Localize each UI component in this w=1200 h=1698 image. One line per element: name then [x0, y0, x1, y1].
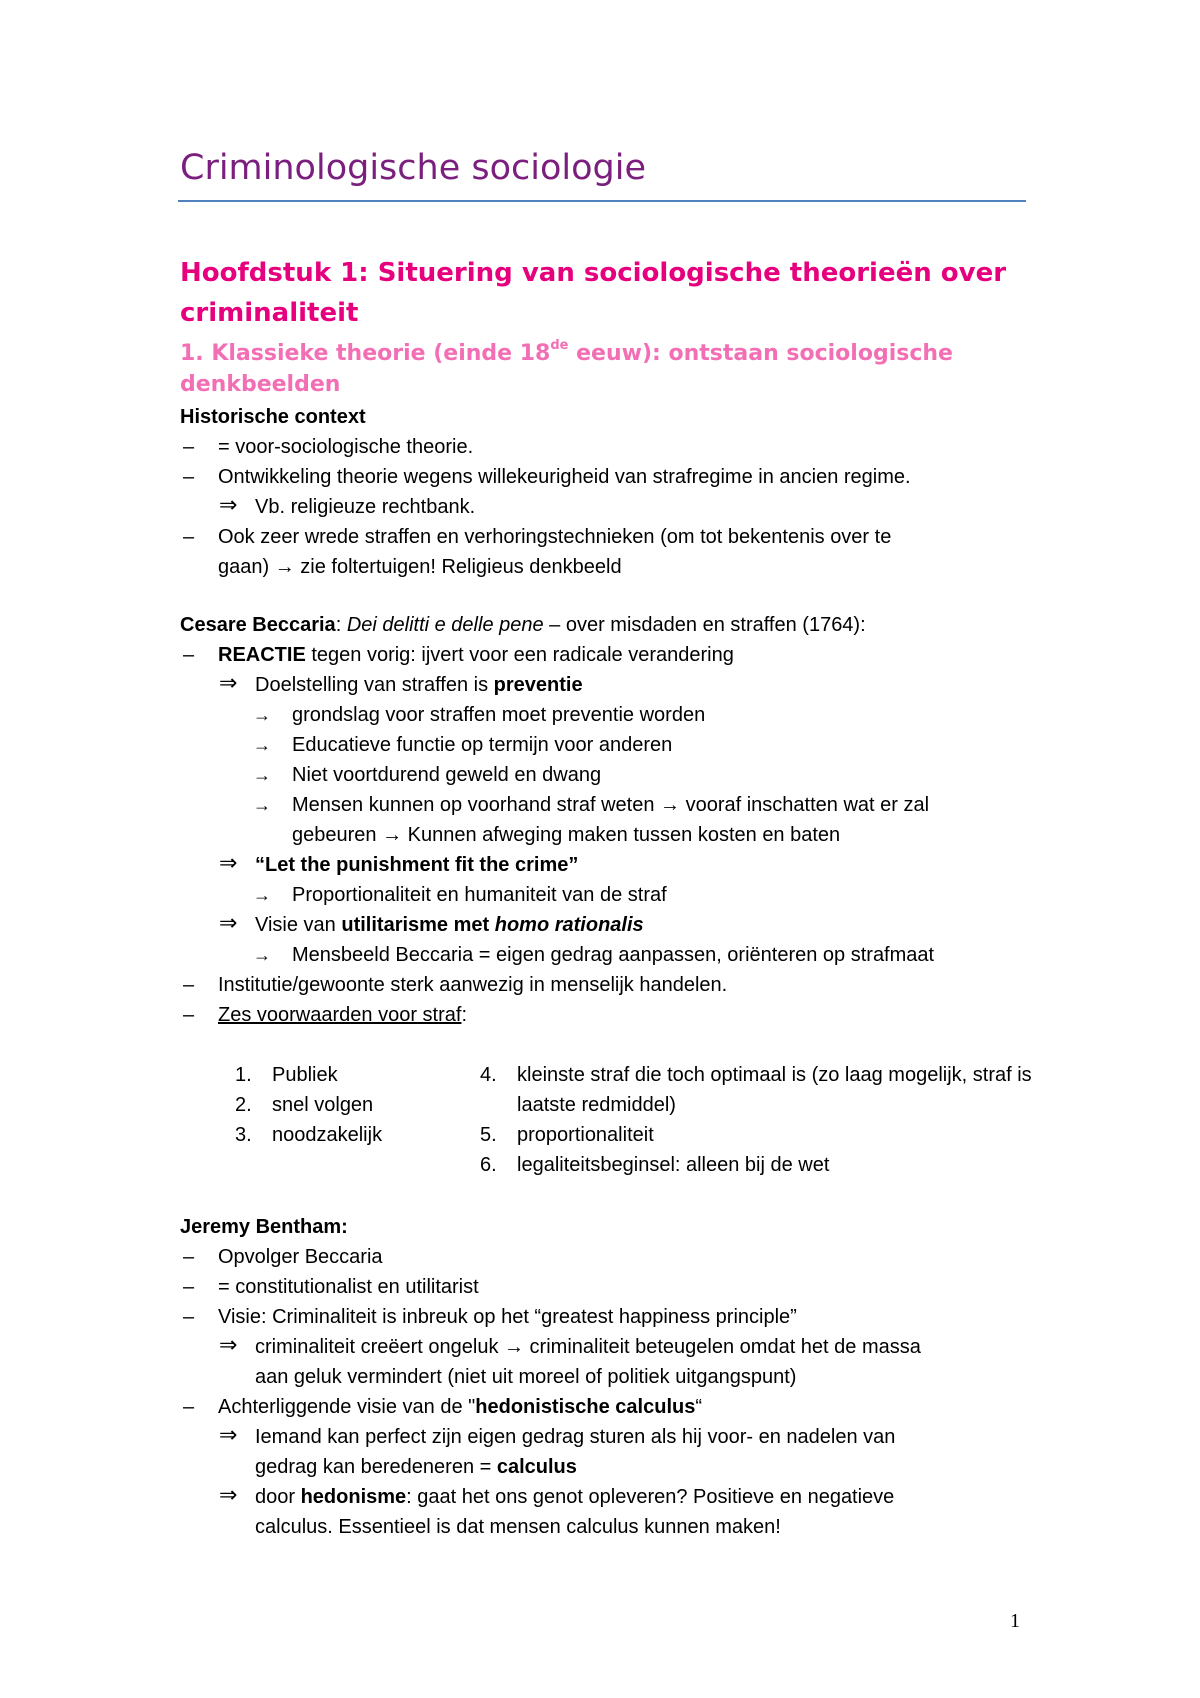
page-number: 1 — [1010, 1610, 1020, 1632]
bentham-heading: Jeremy Bentham: — [180, 1216, 348, 1238]
section-heading-line2: denkbeelden — [180, 372, 341, 397]
bentham-sub-2-line2 — [255, 1454, 577, 1480]
right-arrow-icon: → — [253, 765, 271, 785]
right-arrow-icon: → — [253, 795, 271, 815]
voorwaarde-4-line1: kleinste straf die toch optimaal is (zo laag mogelijk, straf is — [517, 1064, 1032, 1086]
bentham-bullet-4-post: “ — [695, 1396, 703, 1418]
historisch-bullet-3-line2: gaan) → zie foltertuigen! Religieus denkbeeld — [218, 556, 622, 578]
beccaria-work-rest: – over misdaden en straffen (1764): — [543, 614, 866, 636]
beccaria-sub-2: “Let the punishment fit the crime” — [255, 854, 579, 876]
beccaria-sub-1-bold: preventie — [493, 674, 583, 696]
bentham-sub-2-line1: Iemand kan perfect zijn eigen gedrag sturen als hij voor- en nadelen van — [255, 1426, 896, 1448]
beccaria-bullet-3-underlined: Zes voorwaarden voor straf — [218, 1004, 462, 1026]
bentham-bullet-3: Visie: Criminaliteit is inbreuk op het “greatest happiness principle” — [218, 1306, 797, 1328]
beccaria-sub-3-pre: Visie van — [255, 914, 342, 936]
beccaria-sub-1-c: Niet voortdurend geweld en dwang — [292, 764, 602, 786]
beccaria-sub-3-italic: homo rationalis — [494, 914, 644, 936]
voorwaarde-2: snel volgen — [272, 1094, 374, 1116]
beccaria-bullet-1-bold: REACTIE — [218, 644, 306, 666]
voorwaarde-1: Publiek — [272, 1064, 338, 1086]
dash-icon: – — [183, 1396, 195, 1418]
bentham-sub-2-line2-bold: calculus — [496, 1456, 577, 1478]
beccaria-sub-1 — [255, 672, 583, 698]
historisch-bullet-2: Ontwikkeling theorie wegens willekeurigheid van strafregime in ancien regime. — [218, 466, 911, 488]
bentham-bullet-4 — [218, 1394, 702, 1420]
implies-arrow-icon: ⇒ — [219, 1332, 238, 1357]
bentham-bullet-1: Opvolger Beccaria — [218, 1246, 383, 1268]
voorwaarde-3: noodzakelijk — [272, 1124, 383, 1146]
dash-icon: – — [183, 974, 195, 996]
bentham-sub-3-bold: hedonisme — [300, 1486, 407, 1508]
implies-arrow-icon: ⇒ — [219, 850, 238, 875]
bentham-bullet-4-bold: hedonistische calculus — [475, 1396, 696, 1418]
beccaria-sub-1-d-line1: Mensen kunnen op voorhand straf weten → vooraf inschatten wat er zal — [292, 794, 930, 816]
beccaria-heading — [180, 612, 866, 638]
bentham-sub-1-line1: criminaliteit creëert ongeluk → criminaliteit beteugelen omdat het de massa — [255, 1336, 921, 1358]
beccaria-work: Dei delitti e delle pene — [346, 614, 544, 636]
beccaria-bullet-2: Institutie/gewoonte sterk aanwezig in menselijk handelen. — [218, 974, 728, 996]
list-number: 3. — [235, 1124, 252, 1146]
implies-arrow-icon: ⇒ — [219, 1422, 238, 1447]
right-arrow-icon: → — [253, 705, 271, 725]
chapter-heading-line2: criminaliteit — [180, 298, 359, 328]
beccaria-sub-1-d-line2: gebeuren → Kunnen afweging maken tussen kosten en baten — [292, 824, 841, 846]
beccaria-name: Cesare Beccaria — [180, 614, 336, 636]
list-number: 6. — [480, 1154, 497, 1176]
dash-icon: – — [183, 1306, 195, 1328]
dash-icon: – — [183, 436, 195, 458]
right-arrow-icon: → — [253, 735, 271, 755]
list-number: 5. — [480, 1124, 497, 1146]
right-arrow-icon: → — [253, 885, 271, 905]
bentham-sub-3-rest: : gaat het ons genot opleveren? Positieve en negatieve — [406, 1486, 895, 1508]
historisch-bullet-2-sub: Vb. religieuze rechtbank. — [255, 496, 476, 518]
beccaria-sub-3 — [255, 912, 644, 938]
implies-arrow-icon: ⇒ — [219, 492, 238, 517]
dash-icon: – — [183, 1246, 195, 1268]
beccaria-bullet-3 — [218, 1002, 467, 1028]
beccaria-sub-3-bold: utilitarisme met — [341, 914, 495, 936]
implies-arrow-icon: ⇒ — [219, 670, 238, 695]
beccaria-sub-1-a: grondslag voor straffen moet preventie worden — [292, 704, 706, 726]
chapter-heading-line1: Hoofdstuk 1: Situering van sociologische theorieën over — [180, 258, 1007, 288]
beccaria-sub-2-a: Proportionaliteit en humaniteit van de straf — [292, 884, 667, 906]
implies-arrow-icon: ⇒ — [219, 910, 238, 935]
list-number: 1. — [235, 1064, 252, 1086]
dash-icon: – — [183, 644, 195, 666]
historisch-bullet-3-line1: Ook zeer wrede straffen en verhoringstechnieken (om tot bekentenis over te — [218, 526, 892, 548]
bentham-bullet-2: = constitutionalist en utilitarist — [218, 1276, 479, 1298]
section-heading-line1 — [180, 338, 953, 366]
bentham-sub-2-line2-pre: gedrag kan beredeneren = — [255, 1456, 497, 1478]
beccaria-colon: : — [335, 614, 347, 636]
historisch-heading: Historische context — [180, 406, 366, 428]
beccaria-sub-1-b: Educatieve functie op termijn voor anderen — [292, 734, 673, 756]
bentham-sub-3-line2: calculus. Essentieel is dat mensen calculus kunnen maken! — [255, 1516, 781, 1538]
dash-icon: – — [183, 466, 195, 488]
beccaria-sub-1-pre: Doelstelling van straffen is — [255, 674, 494, 696]
bentham-sub-3-line1 — [255, 1484, 894, 1510]
list-number: 4. — [480, 1064, 497, 1086]
section-heading-sup: de — [550, 338, 569, 353]
right-arrow-icon: → — [253, 945, 271, 965]
document-title: Criminologische sociologie — [180, 148, 647, 188]
dash-icon: – — [183, 1276, 195, 1298]
voorwaarde-5: proportionaliteit — [517, 1124, 654, 1146]
beccaria-bullet-1-rest: tegen vorig: ijvert voor een radicale verandering — [305, 644, 734, 666]
historisch-bullet-1: = voor-sociologische theorie. — [218, 436, 474, 458]
implies-arrow-icon: ⇒ — [219, 1482, 238, 1507]
bentham-sub-3-pre: door — [255, 1486, 301, 1508]
list-number: 2. — [235, 1094, 252, 1116]
beccaria-bullet-1 — [218, 642, 734, 668]
bentham-sub-1-line2: aan geluk vermindert (niet uit moreel of politiek uitgangspunt) — [255, 1366, 797, 1388]
dash-icon: – — [183, 526, 195, 548]
section-heading-pre: 1. Klassieke theorie (einde 18 — [180, 341, 551, 366]
title-underline — [178, 200, 1026, 202]
dash-icon: – — [183, 1004, 195, 1026]
beccaria-sub-3-a: Mensbeeld Beccaria = eigen gedrag aanpassen, oriënteren op strafmaat — [292, 944, 935, 966]
bentham-bullet-4-pre: Achterliggende visie van de " — [218, 1396, 476, 1418]
voorwaarde-4-line2: laatste redmiddel) — [517, 1094, 676, 1116]
section-heading-post: eeuw): ontstaan sociologische — [568, 341, 953, 366]
beccaria-bullet-3-rest: : — [461, 1004, 467, 1026]
voorwaarde-6: legaliteitsbeginsel: alleen bij de wet — [517, 1154, 830, 1176]
